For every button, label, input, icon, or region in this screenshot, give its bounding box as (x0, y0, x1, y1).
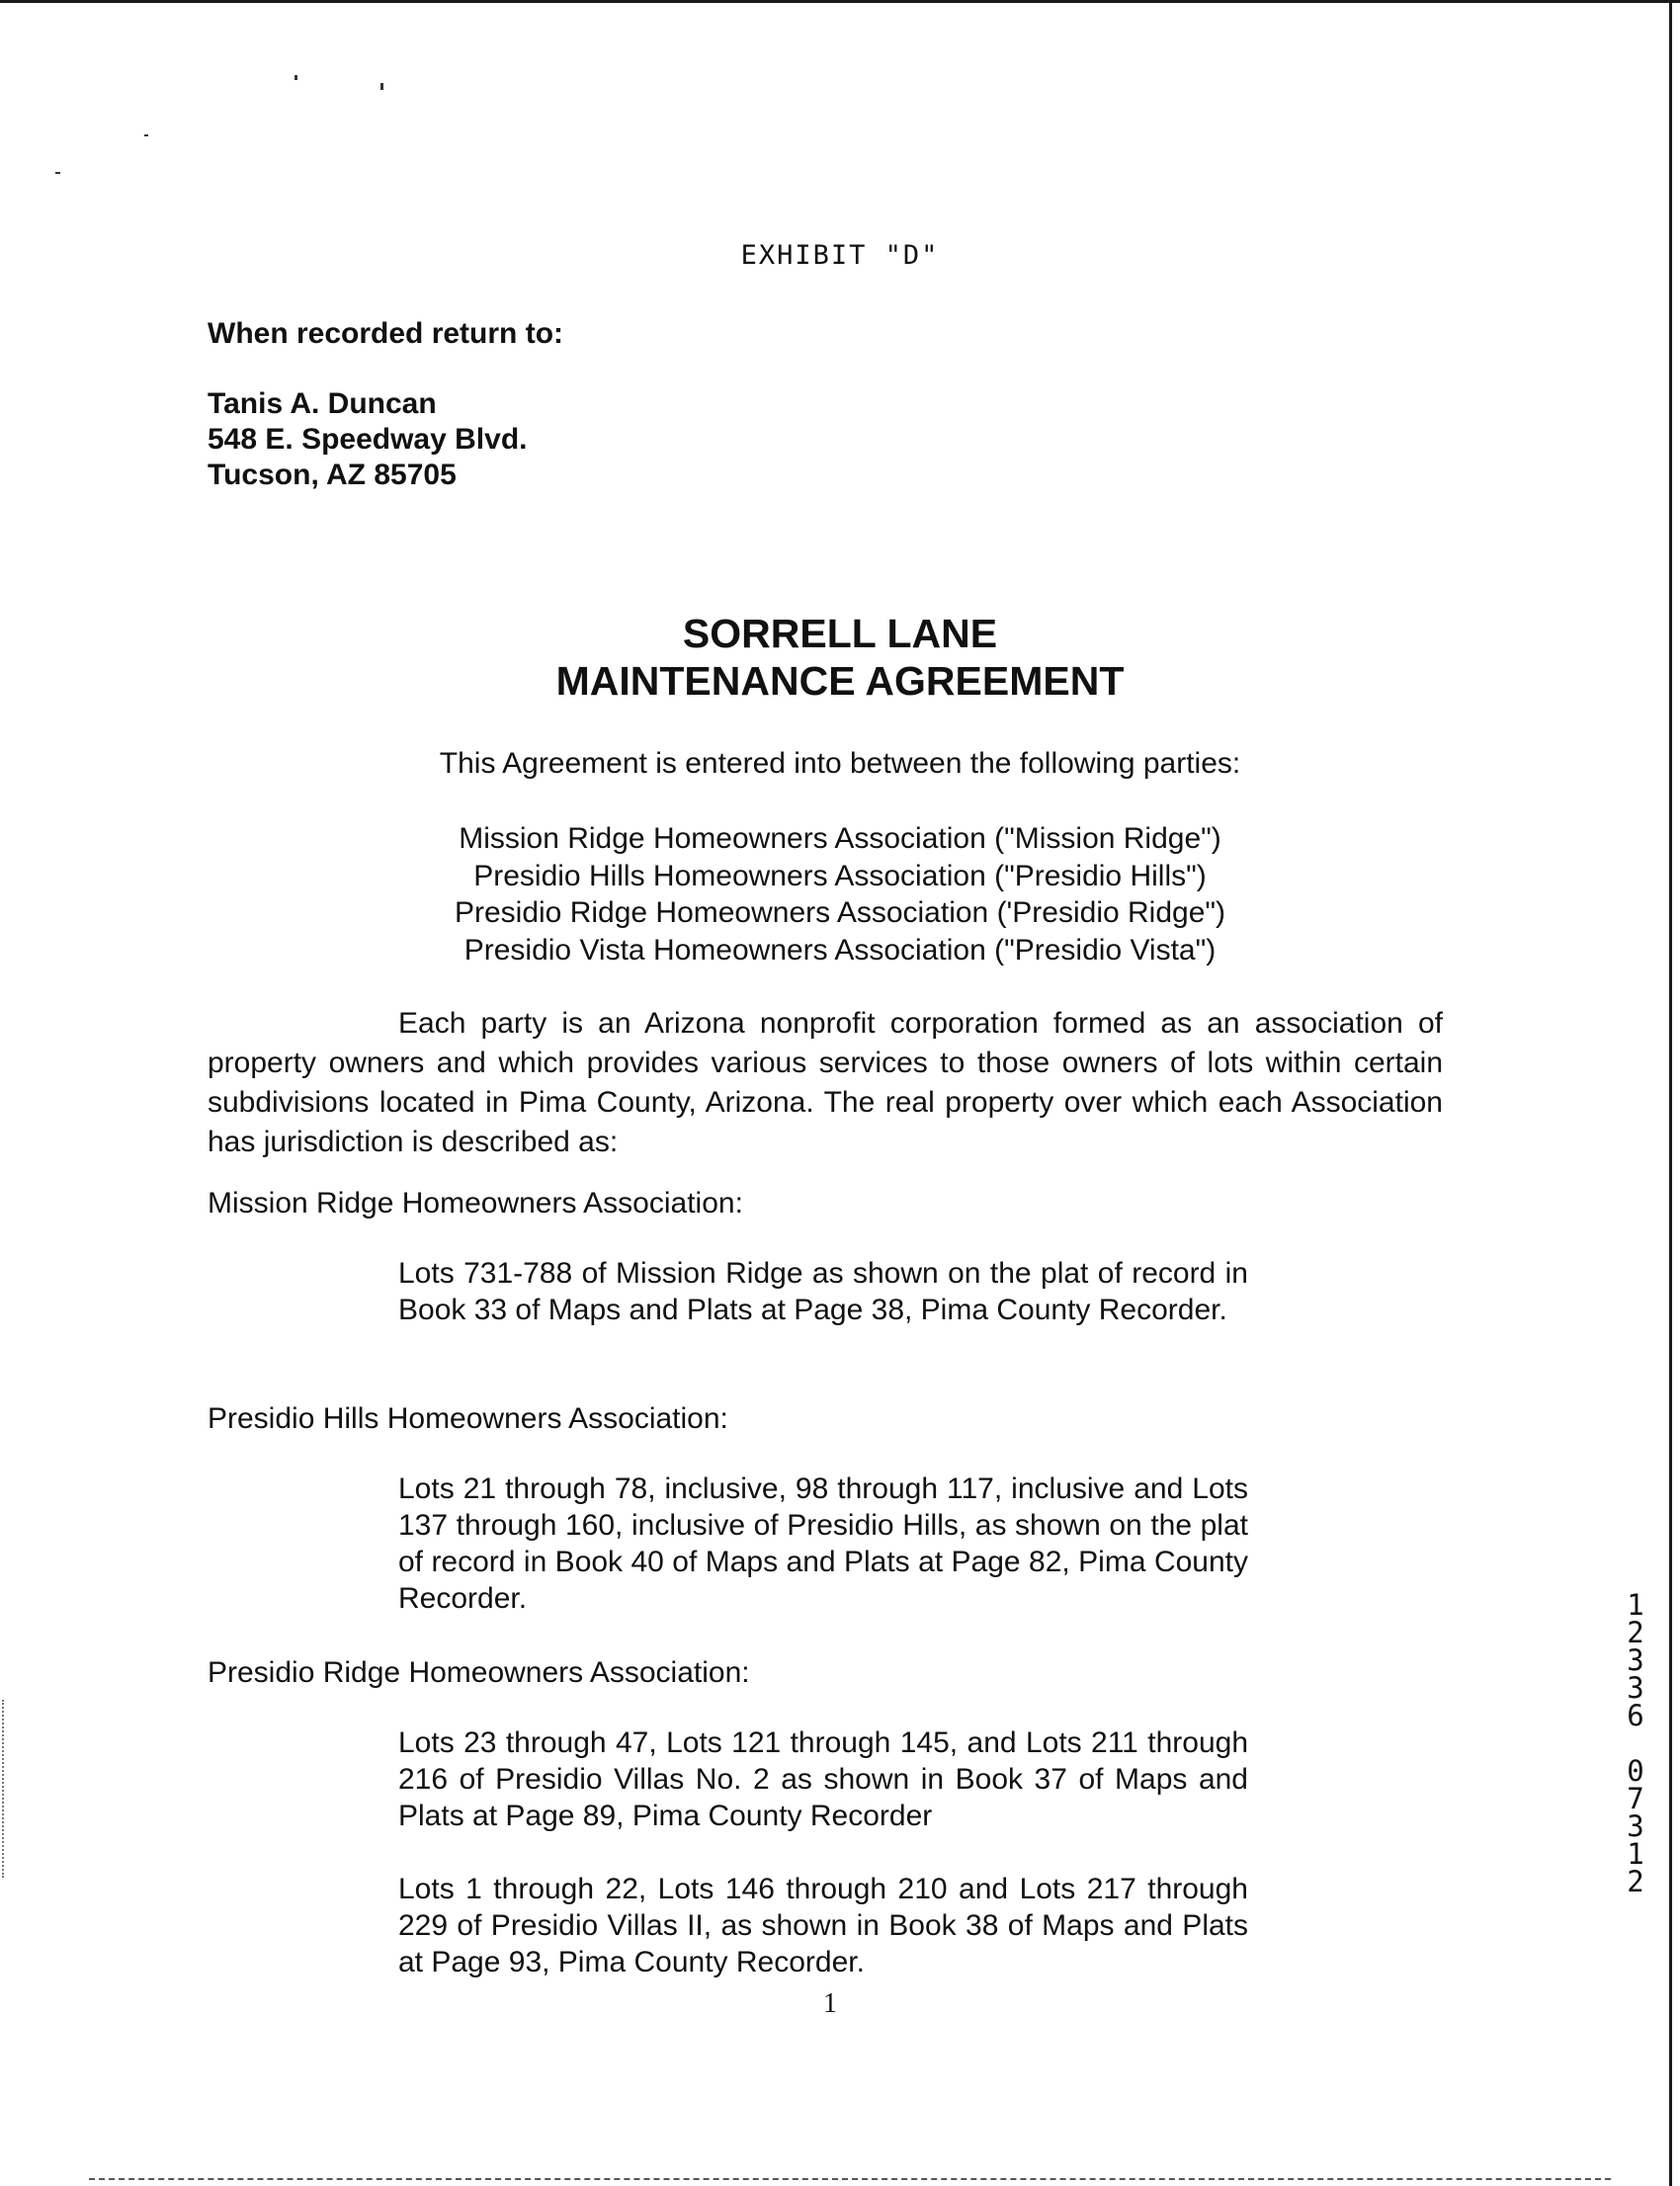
recording-digit: 2 (1627, 1616, 1644, 1649)
presidio-hills-label: Presidio Hills Homeowners Association: (208, 1402, 728, 1435)
recording-digit: 0 (1627, 1754, 1644, 1788)
title-line-2: MAINTENANCE AGREEMENT (555, 658, 1125, 704)
recording-gap (1621, 1729, 1650, 1757)
exhibit-heading: EXHIBIT "D" (740, 240, 940, 271)
recording-digit: 1 (1627, 1588, 1644, 1622)
return-label: When recorded return to: (208, 317, 564, 350)
title-line-1: SORRELL LANE (682, 611, 998, 656)
return-street: 548 E. Speedway Blvd. (208, 423, 528, 456)
recording-digit: 3 (1627, 1643, 1644, 1677)
page-border-right (1669, 0, 1672, 2186)
party-presidio-vista: Presidio Vista Homeowners Association ("Presidio Vista") (463, 933, 1217, 967)
presidio-ridge-lots-villas-2: Lots 23 through 47, Lots 121 through 145, and Lots 211 through 216 of Presidio Villas No. 2 as shown in Book 37 of Maps and Plats at Page 89, Pima County Recorder (398, 1726, 1248, 1832)
party-presidio-ridge: Presidio Ridge Homeowners Association ('Presidio Ridge") (454, 896, 1226, 929)
scan-speck (55, 172, 60, 174)
document-title (0, 610, 1680, 705)
recording-digit: 6 (1627, 1699, 1644, 1732)
recording-digit: 3 (1627, 1671, 1644, 1705)
parties-list (0, 820, 1680, 968)
page-number: 1 (823, 1988, 837, 2019)
presidio-ridge-lots-villas-ii: Lots 1 through 22, Lots 146 through 210 and Lots 217 through 229 of Presidio Villas II, as shown in Book 38 of Maps and Plats at Page 93, Pima County Recorder. (398, 1873, 1248, 1978)
recording-digit: 3 (1627, 1809, 1644, 1843)
mission-ridge-label: Mission Ridge Homeowners Association: (208, 1187, 743, 1219)
page-border-top (0, 0, 1680, 3)
scan-edge-mark (2, 1700, 4, 1878)
recording-number (1621, 1588, 1650, 1898)
recording-digit: 7 (1627, 1782, 1644, 1815)
recording-digit: 1 (1627, 1837, 1644, 1871)
scan-bottom-edge (89, 2178, 1611, 2180)
scan-speck (380, 83, 383, 90)
party-presidio-hills: Presidio Hills Homeowners Association ("Presidio Hills") (473, 859, 1207, 892)
return-city: Tucson, AZ 85705 (208, 459, 457, 491)
party-mission-ridge: Mission Ridge Homeowners Association ("Mission Ridge") (459, 822, 1221, 855)
recording-digit: 2 (1627, 1865, 1644, 1898)
intro-sentence: This Agreement is entered into between the following parties: (439, 747, 1241, 780)
presidio-hills-lots: Lots 21 through 78, inclusive, 98 through 117, inclusive and Lots 137 through 160, inclusive of Presidio Hills, as shown on the plat of record in Book 40 of Maps and Plats at Page 82, Pima County Recorder. (398, 1472, 1248, 1615)
mission-ridge-lots: Lots 731-788 of Mission Ridge as shown on the plat of record in Book 33 of Maps and Plats at Page 38, Pima County Recorder. (398, 1257, 1248, 1326)
body-paragraph: Each party is an Arizona nonprofit corporation formed as an association of property owners and which provides various services to those owners of lots within certain subdivisions located in Pima County, Arizona. The real property over which each Association has jurisdiction is described as: (208, 1007, 1443, 1158)
presidio-ridge-label: Presidio Ridge Homeowners Association: (208, 1656, 750, 1689)
scan-speck (144, 134, 148, 136)
scan-speck (294, 75, 297, 80)
return-name: Tanis A. Duncan (208, 387, 437, 420)
return-address-block (208, 316, 563, 493)
